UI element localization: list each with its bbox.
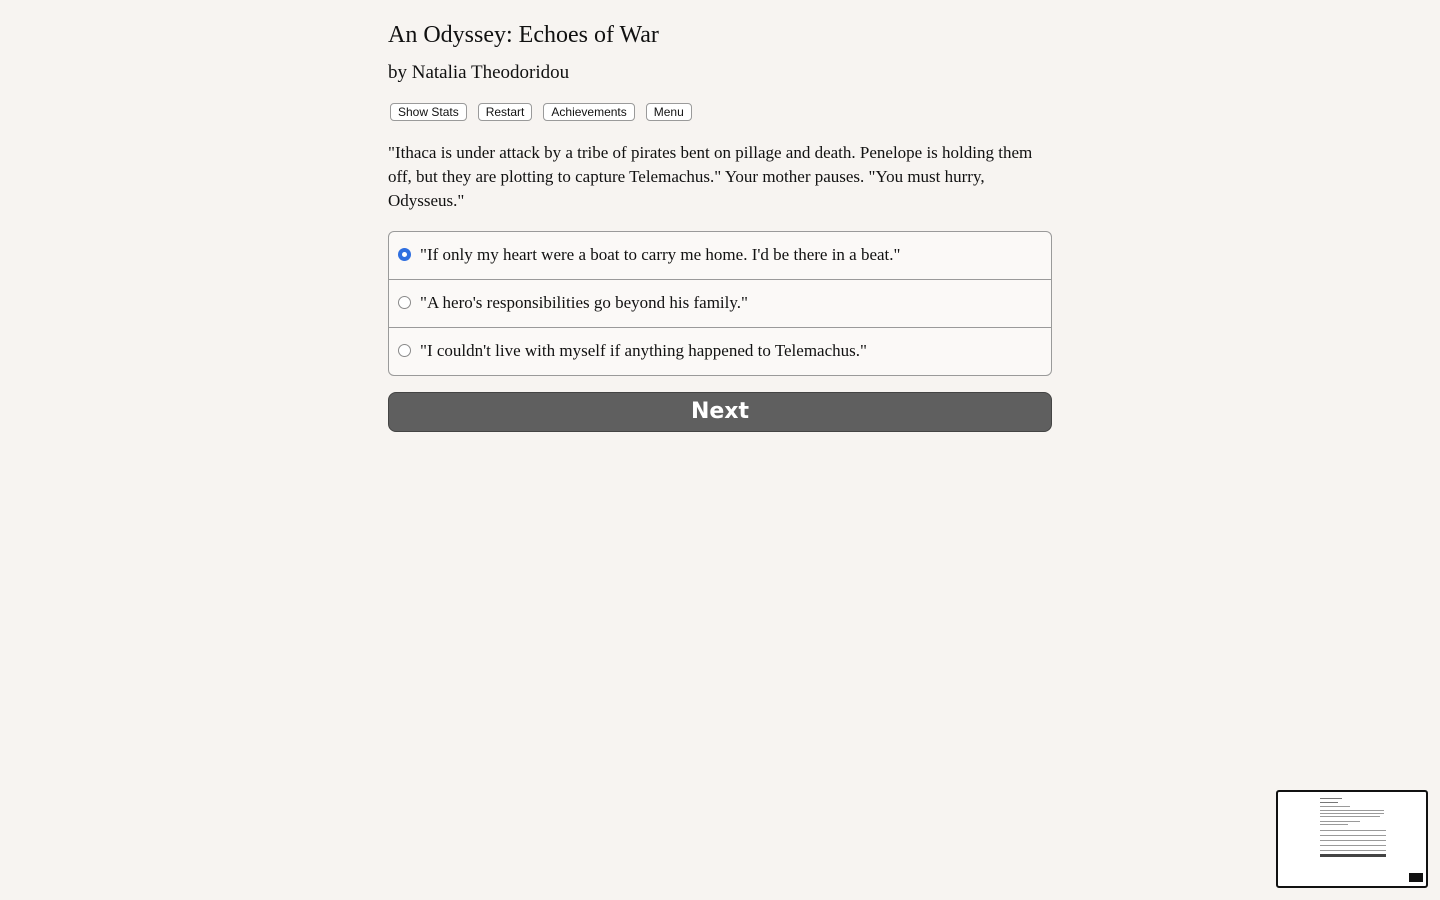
game-author: by Natalia Theodoridou: [388, 62, 570, 83]
game-title: An Odyssey: Echoes of War: [388, 22, 659, 48]
preview-corner-thumbnail: [1409, 873, 1423, 882]
choice-option-3[interactable]: [389, 327, 1051, 375]
preview-next-button: [1320, 854, 1386, 857]
preview-author-line: [1320, 802, 1338, 803]
preview-text-line: [1320, 821, 1360, 822]
restart-button[interactable]: Restart: [478, 103, 533, 121]
preview-text-line: [1320, 810, 1384, 811]
preview-choice-line: [1320, 850, 1386, 851]
preview-choice-line: [1320, 835, 1386, 836]
preview-text-line: [1320, 813, 1384, 814]
window-preview-thumbnail[interactable]: [1276, 790, 1428, 888]
radio-unselected-icon[interactable]: [398, 344, 411, 357]
choice-option-2[interactable]: [389, 279, 1051, 327]
preview-text-line: [1320, 824, 1348, 825]
preview-choice-line: [1320, 830, 1386, 831]
show-stats-button[interactable]: Show Stats: [390, 103, 467, 121]
achievements-button[interactable]: Achievements: [543, 103, 634, 121]
toolbar: [388, 103, 1052, 123]
preview-choice-line: [1320, 840, 1386, 841]
next-button[interactable]: Next: [388, 392, 1052, 432]
preview-text-line: [1320, 816, 1380, 817]
preview-toolbar-line: [1320, 806, 1350, 807]
choice-list: [388, 231, 1052, 376]
game-container: [388, 0, 1052, 432]
preview-choice-line: [1320, 845, 1386, 846]
radio-selected-icon[interactable]: [398, 248, 411, 261]
story-text: "Ithaca is under attack by a tribe of pirates bent on pillage and death. Penelope is holding them off, but they are plotting to capture Telemachus." Your mother pauses. "You must hurry, Odysseus.": [388, 143, 1033, 210]
choice-label: "If only my heart were a boat to carry me home. I'd be there in a beat.": [420, 245, 901, 264]
choice-label: "A hero's responsibilities go beyond his family.": [420, 293, 748, 312]
preview-title-line: [1320, 798, 1342, 799]
menu-button[interactable]: Menu: [646, 103, 692, 121]
choice-option-1[interactable]: [389, 232, 1051, 279]
choice-label: "I couldn't live with myself if anything happened to Telemachus.": [420, 341, 867, 360]
radio-unselected-icon[interactable]: [398, 296, 411, 309]
